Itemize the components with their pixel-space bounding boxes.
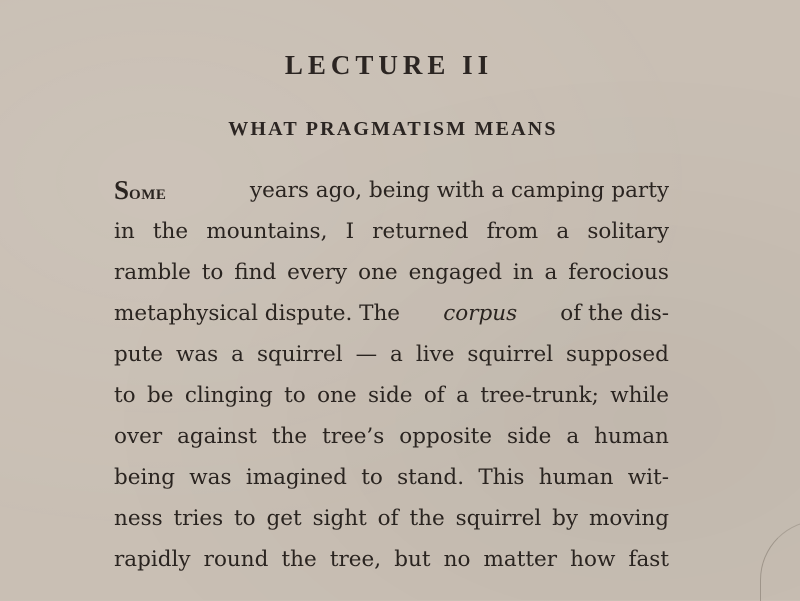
text-line-6 <box>114 375 669 416</box>
word: moving <box>589 506 669 531</box>
word: the <box>152 219 189 244</box>
word: fast <box>628 547 669 572</box>
text-line-3 <box>114 252 669 293</box>
text-line-5 <box>114 334 669 375</box>
text-line-8 <box>114 457 669 498</box>
word: the <box>281 547 317 572</box>
word: to <box>284 383 306 408</box>
word: engaged <box>408 260 502 285</box>
word: but <box>394 547 431 572</box>
word: against <box>177 424 257 449</box>
word: I <box>345 219 355 244</box>
word: to <box>361 465 383 490</box>
word: of <box>423 383 445 408</box>
word: being <box>114 465 175 490</box>
word: was <box>189 465 232 490</box>
word: one <box>317 383 357 408</box>
word: find <box>234 260 277 285</box>
word: wit- <box>627 465 669 490</box>
word: side <box>368 383 413 408</box>
word: in <box>114 219 135 244</box>
small-caps-text: ome <box>129 180 167 204</box>
word: tree, <box>329 547 382 572</box>
word: ferocious <box>568 260 669 285</box>
text-line-9 <box>114 498 669 539</box>
text-line-1 <box>114 170 669 211</box>
italic-word: corpus <box>443 301 518 326</box>
word: supposed <box>566 342 669 367</box>
word: was <box>175 342 219 367</box>
word: squirrel <box>256 342 343 367</box>
word: ness <box>114 506 163 531</box>
word: the <box>409 506 445 531</box>
word: live <box>415 342 455 367</box>
word: while <box>610 383 669 408</box>
line-text-before: metaphysical dispute. The <box>114 301 407 326</box>
word: over <box>114 424 163 449</box>
word: pute <box>114 342 163 367</box>
word: tree-trunk; <box>480 383 599 408</box>
word: human <box>594 424 669 449</box>
word: This <box>478 465 525 490</box>
word: from <box>486 219 539 244</box>
word: a <box>390 342 403 367</box>
text-line-4 <box>114 293 669 334</box>
word: rapidly <box>114 547 191 572</box>
line-text: years ago, being with a camping party <box>243 178 669 203</box>
word: opposite <box>399 424 492 449</box>
line-text-after: of the dis- <box>553 301 669 326</box>
word: squirrel <box>455 506 542 531</box>
word: no <box>443 547 471 572</box>
word: mountains, <box>206 219 328 244</box>
text-line-2 <box>114 211 669 252</box>
word: a <box>566 424 580 449</box>
word: of <box>377 506 399 531</box>
word: a <box>456 383 469 408</box>
word: ramble <box>114 260 191 285</box>
word: tree’s <box>322 424 385 449</box>
word: one <box>358 260 398 285</box>
word: to <box>114 383 136 408</box>
word: returned <box>372 219 469 244</box>
body-paragraph <box>114 170 669 580</box>
word: solitary <box>587 219 669 244</box>
word: every <box>287 260 348 285</box>
word: a <box>556 219 570 244</box>
paper-hair-mark <box>760 520 800 601</box>
word: to <box>234 506 256 531</box>
word: a <box>231 342 244 367</box>
chapter-title: WHAT PRAGMATISM MEANS <box>228 118 558 140</box>
word: a <box>544 260 558 285</box>
word: sight <box>312 506 367 531</box>
word: to <box>201 260 224 285</box>
word: how <box>570 547 616 572</box>
word: the <box>271 424 308 449</box>
word: — <box>355 342 378 367</box>
drop-cap: S <box>114 175 130 205</box>
word: stand. <box>397 465 465 490</box>
opening-words <box>114 170 166 211</box>
word: matter <box>483 547 558 572</box>
word: round <box>203 547 269 572</box>
word: get <box>266 506 302 531</box>
word: human <box>538 465 614 490</box>
word: imagined <box>245 465 347 490</box>
word: tries <box>173 506 224 531</box>
word: be <box>146 383 174 408</box>
text-line-7 <box>114 416 669 457</box>
word: by <box>552 506 579 531</box>
word: side <box>506 424 552 449</box>
text-line-10 <box>114 539 669 580</box>
word: squirrel <box>467 342 554 367</box>
word: clinging <box>184 383 273 408</box>
word: in <box>512 260 534 285</box>
lecture-title: LECTURE II <box>284 50 494 80</box>
